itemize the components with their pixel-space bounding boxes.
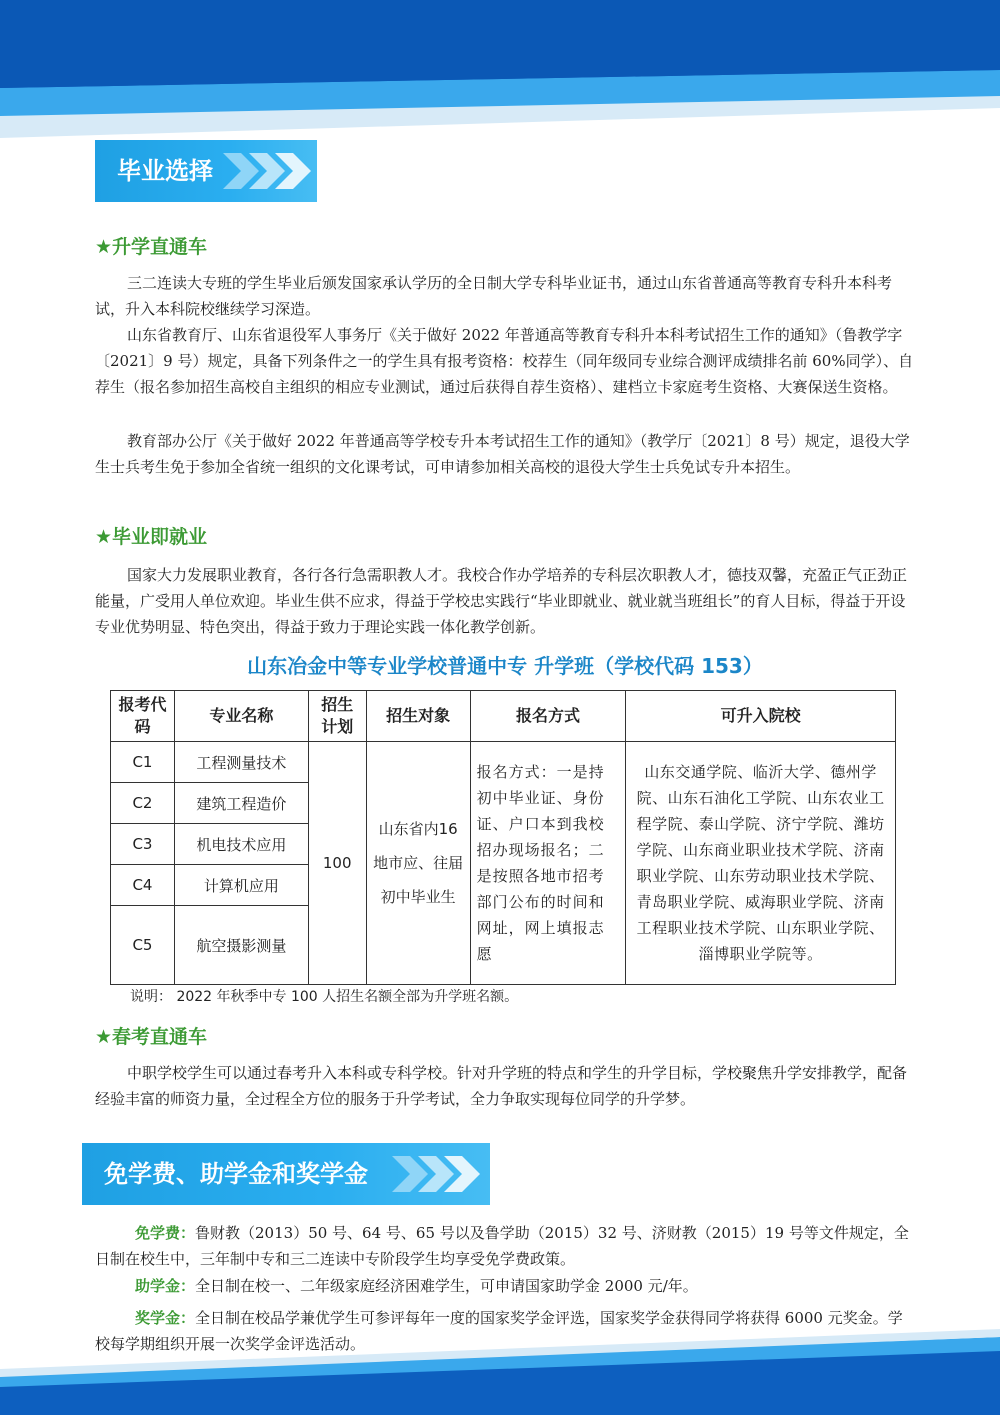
free-tuition-label: 免学费：: [135, 1224, 196, 1242]
further-study-paragraph-3: 教育部办公厅《关于做好 2022 年普通高等学校专升本考试招生工作的通知》（教学厅〔2021〕8 号）规定，退役大学生士兵考生免于参加全省统一组织的文化课考试，可申请参加相关高校的退役大学生士兵免试专升本招生。: [95, 432, 910, 476]
header-method: 报名方式: [470, 691, 626, 742]
table-header-row: [111, 691, 896, 742]
row-code: C5: [111, 906, 175, 985]
row-major: 建筑工程造价: [174, 783, 308, 824]
cell-schools: 山东交通学院、临沂大学、德州学院、山东石油化工学院、山东农业工程学院、泰山学院、济宁学院、潍坊学院、山东商业职业技术学院、济南职业学院、山东劳动职业技术学院、青岛职业学院、威海职业学院、济南工程职业技术学院、山东职业学院、淄博职业学院等。: [626, 742, 896, 985]
employment-paragraph: 国家大力发展职业教育，各行各行急需职教人才。我校合作办学培养的专科层次职教人才，德技双馨，充盈正气正劲正能量，广受用人单位欢迎。毕业生供不应求，得益于学校忠实践行“毕业即就业、就业就当班组长”的育人目标，得益于开设专业优势明显、特色突出，得益于致力于理论实践一体化教学创新。: [95, 566, 908, 636]
section-title-graduation: 毕业选择: [117, 157, 213, 185]
section-title-fees: 免学费、助学金和奖学金: [104, 1160, 368, 1188]
cell-method: 报名方式：一是持初中毕业证、身份证、户口本到我校招办现场报名；二是按照各地市招考部门公布的时间和网址，网上填报志愿: [470, 742, 626, 985]
spring-exam-paragraph: 中职学校学生可以通过春考升入本科或专科学校。针对升学班的特点和学生的升学目标，学校聚焦升学安排教学，配备经验丰富的师资力量，全过程全方位的服务于升学考试，全力争取实现每位同学的升学梦。: [95, 1064, 908, 1108]
further-study-paragraph-2: 山东省教育厅、山东省退役军人事务厅《关于做好 2022 年普通高等教育专科升本科考试招生工作的通知》（鲁教学字〔2021〕9 号）规定，具备下列条件之一的学生具有报考资格：校荐生（同年级同专业综合测评成绩排名前 60%同学）、自荐生（报名参加招生高校自主组织的相应专业测试，通过后获得自荐生资格）、建档立卡家庭考生资格、大赛保送生资格。: [95, 326, 914, 396]
free-tuition-text: 鲁财教（2013）50 号、64 号、65 号以及鲁学助（2015）32 号、济财教（2015）19 号等文件规定，全日制在校生中，三年制中专和三二连读中专阶段学生均享受免学费政策。: [95, 1224, 909, 1268]
heading-spring-exam: ★春考直通车: [95, 1026, 208, 1048]
row-code: C1: [111, 742, 175, 783]
free-tuition-paragraph: [95, 1220, 915, 1272]
grant-label: 助学金：: [135, 1277, 196, 1295]
header-code: 报考代码: [111, 691, 175, 742]
header-band: [0, 0, 1000, 140]
row-major: 计算机应用: [174, 865, 308, 906]
row-code: C2: [111, 783, 175, 824]
row-major: 机电技术应用: [174, 824, 308, 865]
scholarship-label: 奖学金：: [135, 1309, 196, 1327]
header-plan: 招生计划: [308, 691, 366, 742]
table-title: 山东冶金中等专业学校普通中专 升学班（学校代码 153）: [247, 654, 763, 678]
grant-text: 全日制在校一、二年级家庭经济困难学生，可申请国家助学金 2000 元/年。: [195, 1277, 698, 1295]
row-major: 航空摄影测量: [174, 906, 308, 985]
chevron-arrows-icon: [223, 153, 313, 189]
cell-plan: 100: [308, 742, 366, 985]
chevron-arrows-icon: [392, 1156, 482, 1192]
row-code: C3: [111, 824, 175, 865]
header-target: 招生对象: [366, 691, 470, 742]
section-banner-fees: [82, 1143, 490, 1205]
heading-employment: ★毕业即就业: [95, 526, 208, 548]
section-banner-graduation: [95, 140, 317, 202]
header-schools: 可升入院校: [626, 691, 896, 742]
row-major: 工程测量技术: [174, 742, 308, 783]
table-note: 说明： 2022 年秋季中专 100 人招生名额全部为升学班名额。: [130, 989, 519, 1005]
header-major: 专业名称: [174, 691, 308, 742]
cell-target: 山东省内16 地市应、往届初中毕业生: [366, 742, 470, 985]
table-row: [111, 742, 896, 783]
further-study-paragraph-1: 三二连读大专班的学生毕业后颁发国家承认学历的全日制大学专科毕业证书，通过山东省普通高等教育专科升本科考试，升入本科院校继续学习深造。: [95, 274, 893, 318]
admission-table: [110, 690, 896, 985]
footer-band: [0, 1325, 1000, 1415]
scholarship-text: 全日制在校品学兼优学生可参评每年一度的国家奖学金评选，国家奖学金获得同学将获得 6000 元奖金。学校每学期组织开展一次奖学金评选活动。: [95, 1309, 903, 1353]
heading-further-study: ★升学直通车: [95, 236, 208, 258]
row-code: C4: [111, 865, 175, 906]
grant-paragraph: [95, 1273, 915, 1299]
